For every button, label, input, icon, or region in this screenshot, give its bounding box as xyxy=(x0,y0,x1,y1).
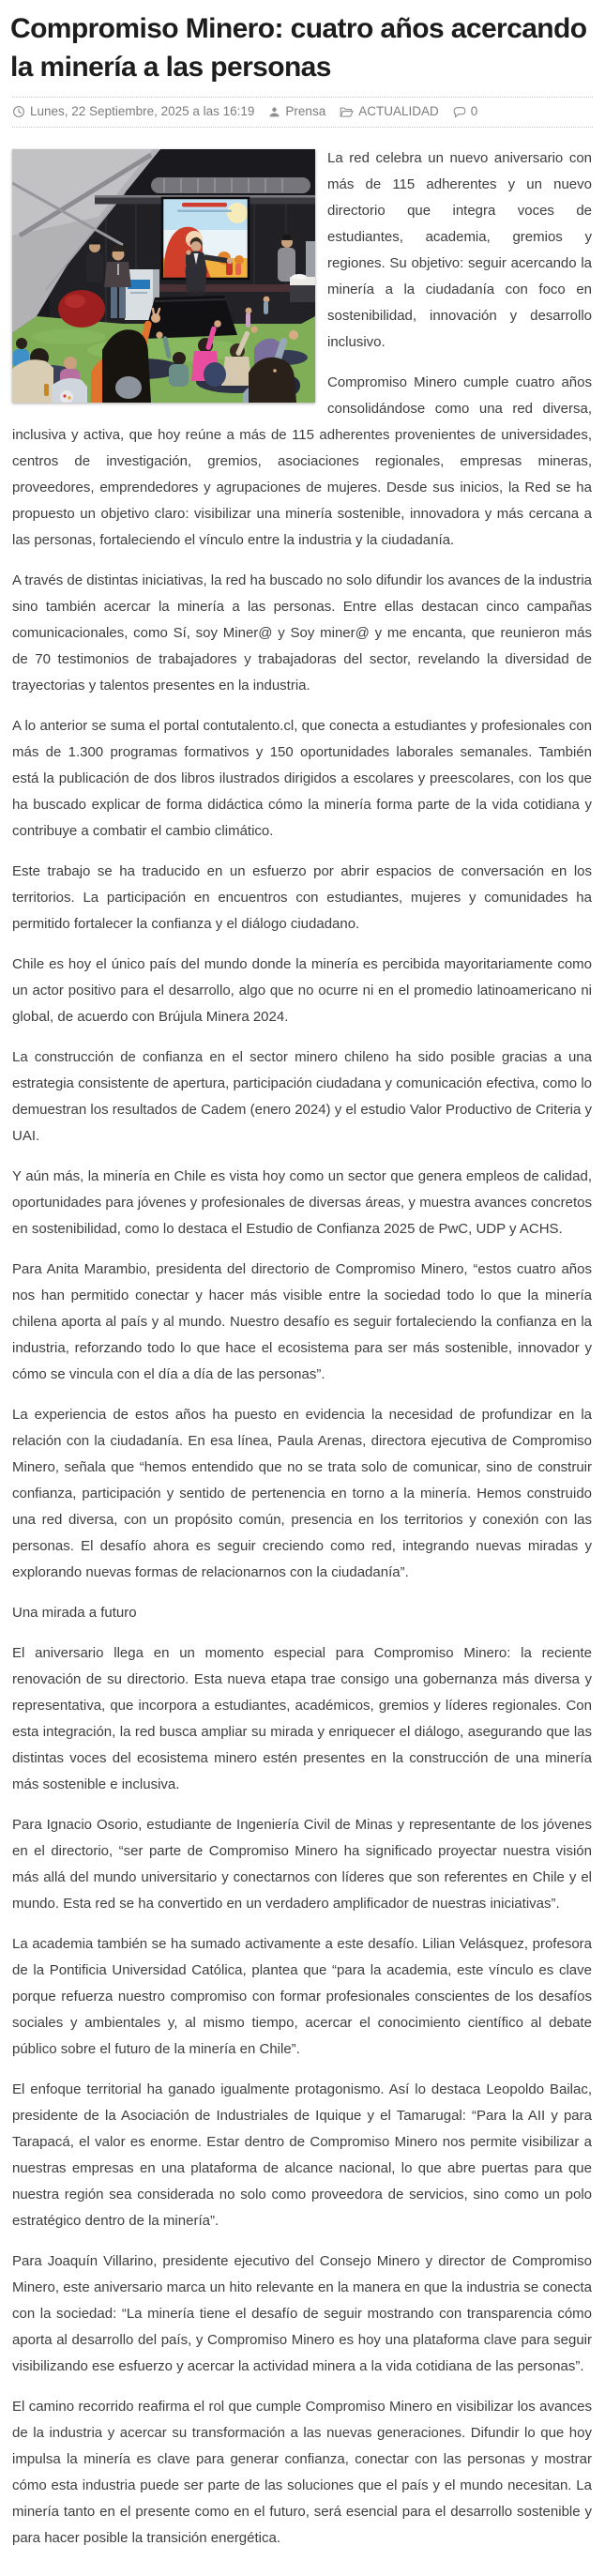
meta-category-label: ACTUALIDAD xyxy=(358,104,439,118)
event-photo-illustration xyxy=(12,149,315,403)
meta-category[interactable] xyxy=(340,103,439,120)
meta-date-label: Lunes, 22 Septiembre, 2025 a las 16:19 xyxy=(30,104,255,118)
article-photo xyxy=(12,149,315,403)
paragraph: A través de distintas iniciativas, la red ha buscado no solo difundir los avances de la industria sino también acercar la minería a las personas. Entre ellas destacan cinco campañas comunicacionales, como Sí, soy Miner@ y Soy miner@ y me encanta, que reunieron más de 70 testimonios de trabajadores y trabajadoras del sector, revelando la diversidad de trayectorias y talentos presentes en la industria. xyxy=(12,572,592,694)
paragraph: El enfoque territorial ha ganado igualmente protagonismo. Así lo destaca Leopoldo Bailac, presidente de la Asociación de Industriales de Iquique y el Tamarugal: “Para la AII y para Tarapacá, el valor es enorme. Estar dentro de Compromiso Minero nos permite visibilizar a nuestras empresas en una plataforma de alcance nacional, lo que abre puertas para que nuestra región sea considerada no solo como proveedora de servicios, sino como un polo estratégico dentro de la minería”. xyxy=(12,2081,592,2229)
paragraph: Este trabajo se ha traducido en un esfuerzo por abrir espacios de conversación en los territorios. La participación en encuentros con estudiantes, mujeres y comunidades ha permitido fortalecer la confianza y el diálogo ciudadano. xyxy=(12,863,592,932)
paragraph: La red celebra un nuevo aniversario con más de 115 adherentes y un nuevo directorio que integra voces de estudiantes, academia, gremios y regiones. Su objetivo: seguir acercando la minería a la ciudadanía con foco en sostenibilidad, innovación y desarrollo inclusivo. xyxy=(327,150,592,350)
paragraph: Compromiso Minero cumple cuatro años consolidándose como una red diversa, inclusiva y activa, que hoy reúne a más de 115 adherentes provenientes de universidades, centros de investigación, gremios, asociaciones regionales, empresas mineras, proveedores, emprendedores y agrupaciones de mujeres. Desde sus inicios, la Red se ha propuesto un objetivo claro: visibilizar una minería sostenible, innovadora y más cercana a las personas, fortaleciendo el vínculo entre la industria y la ciudadanía. xyxy=(12,374,592,548)
user-icon xyxy=(268,106,280,118)
article-title: Compromiso Minero: cuatro años acercando la minería a las personas xyxy=(10,13,587,83)
article-page xyxy=(0,9,605,2576)
paragraph: La experiencia de estos años ha puesto en evidencia la necesidad de profundizar en la relación con la ciudadanía. En esa línea, Paula Arenas, directora ejecutiva de Compromiso Minero, señala que “hemos entendido que no se trata solo de comunicar, sino de construir confianza, participación y sentido de pertenencia en torno a la minería. Hemos construido una red diversa, con un propósito común, presencia en los territorios y conexión con las personas. El desafío ahora es seguir creciendo como red, integrando nuevas miradas y explorando nuevas formas de relacionarnos con la ciudadanía”. xyxy=(12,1407,592,1580)
meta-author-label: Prensa xyxy=(285,104,326,118)
paragraph: El camino recorrido reafirma el rol que cumple Compromiso Minero en visibilizar los avances de la industria y acercar su transformación a las nuevas generaciones. Difundir lo que hoy impulsa la minería es clave para generar confianza, conectar con las personas y mostrar cómo esta industria puede ser parte de las soluciones que el país y el mundo necesitan. La minería tanto en el presente como en el futuro, será esencial para el desarrollo sostenible y para hacer posible la transición energética. xyxy=(12,2399,592,2546)
paragraph: A lo anterior se suma el portal contutalento.cl, que conecta a estudiantes y profesionales con más de 1.300 programas formativos y 150 oportunidades laborales semanales. También está la publicación de dos libros ilustrados dirigidos a escolares y preescolares, con los que ha buscado explicar de forma didáctica cómo la minería forma parte de la vida cotidiana y contribuye a combatir el cambio climático. xyxy=(12,718,592,839)
paragraph: La construcción de confianza en el sector minero chileno ha sido posible gracias a una estrategia consistente de apertura, participación ciudadana y comunicación efectiva, como lo demuestran los resultados de Cadem (enero 2024) y el estudio Valor Productivo de Criteria y UAI. xyxy=(12,1049,592,1144)
article-body xyxy=(0,128,605,2576)
meta-comments[interactable] xyxy=(453,103,478,120)
folder-icon xyxy=(340,106,354,118)
clock-icon xyxy=(12,105,25,118)
subheading: Una mirada a futuro xyxy=(12,1605,137,1621)
paragraph: Para Ignacio Osorio, estudiante de Ingeniería Civil de Minas y representante de los jóvenes en el directorio, “ser parte de Compromiso Minero ha significado proyectar nuestra visión más allá del mundo universitario y conectarnos con líderes que son referentes en Chile y el mundo. Esta red se ha convertido en un verdadero amplificador de nuestras iniciativas”. xyxy=(12,1817,592,1912)
article-meta xyxy=(0,98,605,127)
meta-author[interactable] xyxy=(268,103,325,120)
paragraph: El aniversario llega en un momento especial para Compromiso Minero: la reciente renovación de su directorio. Esta nueva etapa trae consigo una gobernanza más diversa y representativa, que incorpora a estudiantes, académicos, gremios y líderes regionales. Con esta integración, la red busca ampliar su mirada y enriquecer el diálogo, asegurando que las distintas voces del ecosistema minero estén presentes en la construcción de una minería más sostenible e inclusiva. xyxy=(12,1645,592,1792)
paragraph: Para Anita Marambio, presidenta del directorio de Compromiso Minero, “estos cuatro años nos han permitido conectar y hacer más visible entre la sociedad todo lo que la minería chilena aporta al país y al mundo. Nuestro desafío es seguir fortaleciendo la confianza en la industria, reforzando todo lo que hace el ecosistema para ser más sostenible, innovador y cómo se vincula con el día a día de las personas”. xyxy=(12,1261,592,1382)
meta-date xyxy=(12,103,254,120)
paragraph: Y aún más, la minería en Chile es vista hoy como un sector que genera empleos de calidad, oportunidades para jóvenes y profesionales de diversas áreas, y muestra avances concretos en sostenibilidad, como lo destaca el Estudio de Confianza 2025 de PwC, UDP y ACHS. xyxy=(12,1168,592,1237)
comment-bubble-icon xyxy=(453,106,466,118)
meta-comments-count: 0 xyxy=(470,104,478,118)
paragraph: Para Joaquín Villarino, presidente ejecutivo del Consejo Minero y director de Compromiso Minero, este aniversario marca un hito relevante en la manera en que la industria se conecta con la sociedad: “La minería tiene el desafío de seguir mostrando con transparencia cómo aporta al desarrollo del país, y Compromiso Minero es hoy una plataforma clave para seguir visibilizando ese esfuerzo y acercar la actividad minera a la vida cotidiana de las personas”. xyxy=(12,2253,592,2374)
paragraph: La academia también se ha sumado activamente a este desafío. Lilian Velásquez, profesora de la Pontificia Universidad Católica, plantea que “para la academia, este vínculo es clave porque refuerza nuestro compromiso con formar profesionales conscientes de los desafíos sociales y ambientales y, al mismo tiempo, acercar el conocimiento científico al debate público sobre el futuro de la minería en Chile”. xyxy=(12,1936,592,2057)
paragraph: Chile es hoy el único país del mundo donde la minería es percibida mayoritariamente como un actor positivo para el desarrollo, algo que no ocurre ni en el promedio latinoamericano ni global, de acuerdo con Brújula Minera 2024. xyxy=(12,956,592,1025)
